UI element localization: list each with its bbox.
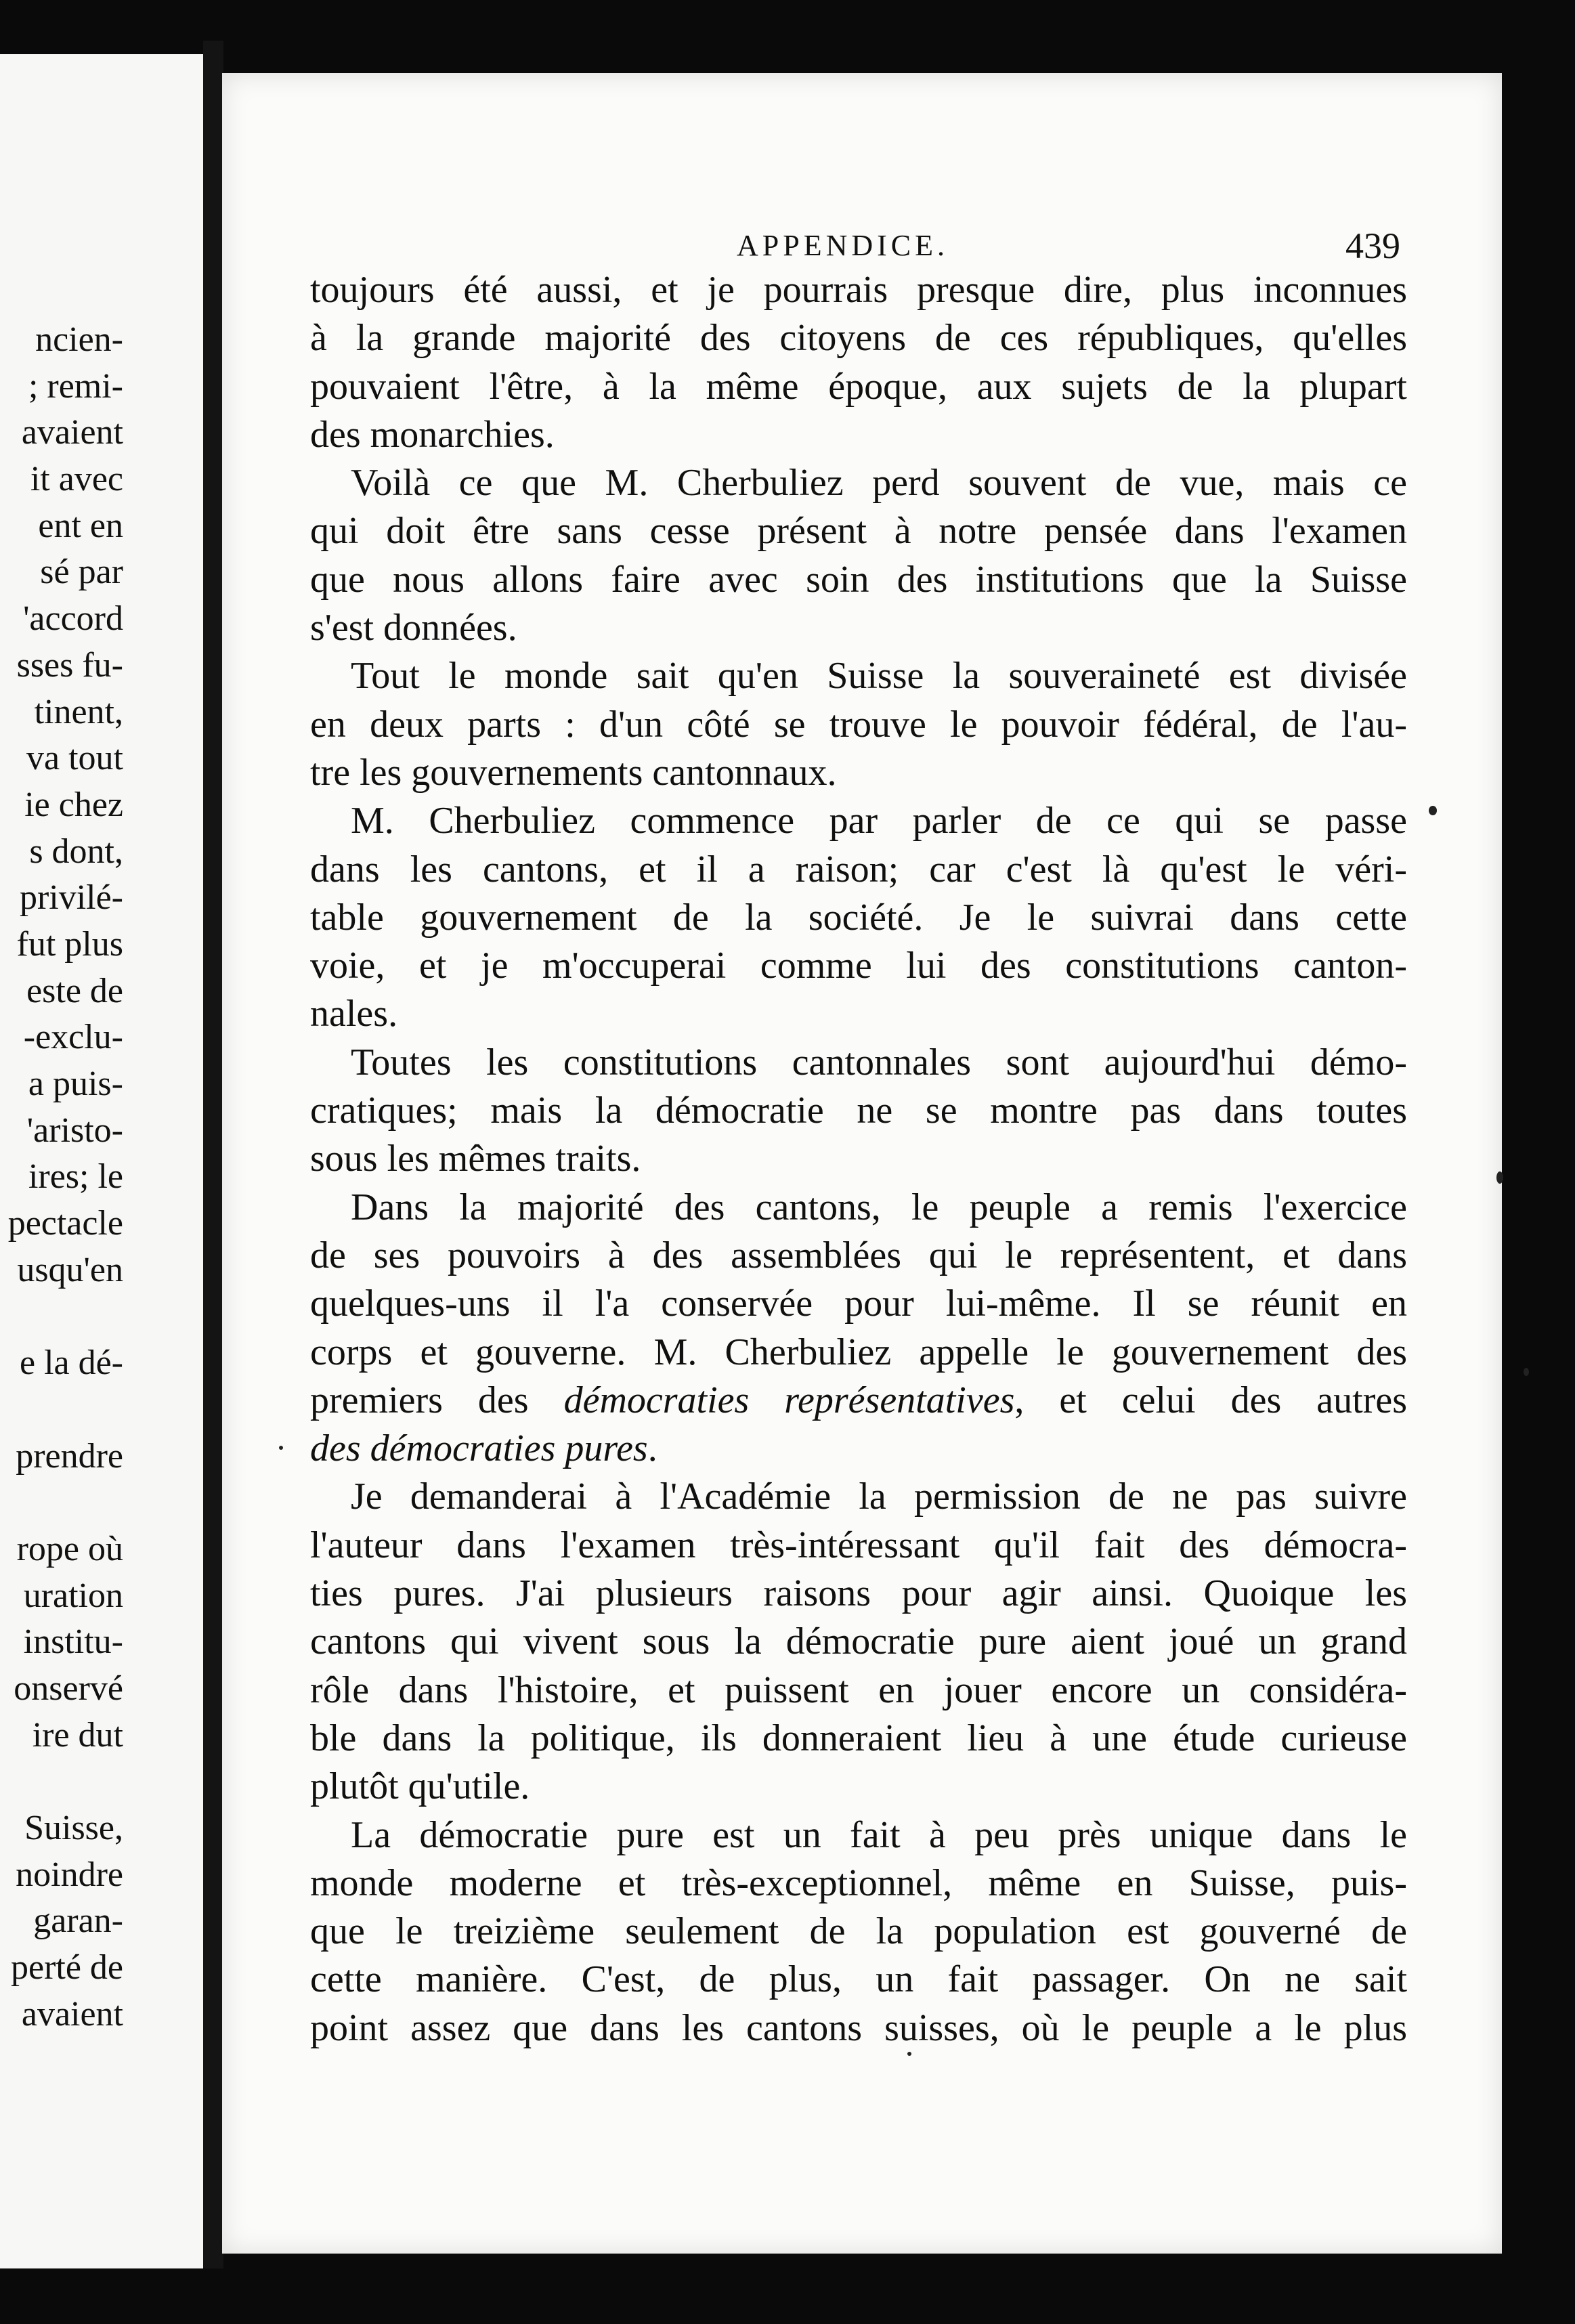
running-head: APPENDICE. (737, 229, 949, 262)
text-line: s'est données. (310, 607, 517, 649)
text-line: corps et gouverne. M. Cherbuliez appelle le gouvernement des (310, 1331, 1407, 1373)
text-line: ble dans la politique, ils donneraient lieu à une étude curieuse (310, 1717, 1407, 1759)
left-page-line: ; remi- (28, 366, 123, 406)
left-page-line: este de (26, 971, 123, 1010)
left-page-line: fut plus (16, 924, 123, 964)
text-line: plutôt qu'utile. (310, 1765, 530, 1808)
text-line: cette manière. C'est, de plus, un fait passager. On ne sait (310, 1958, 1407, 2001)
italic-term: démocraties représentatives (563, 1379, 1015, 1421)
left-page-line: pectacle (7, 1204, 123, 1243)
left-page-line: institu- (23, 1622, 123, 1662)
left-page-line: noindre (16, 1855, 123, 1894)
text-line: Voilà ce que M. Cherbuliez perd souvent de vue, mais ce (351, 462, 1407, 504)
left-page-line: prendre (16, 1436, 123, 1476)
text-line: à la grande majorité des citoyens de ces républiques, qu'elles (310, 317, 1407, 360)
left-page-line: s dont, (29, 832, 123, 871)
left-page-line (0, 1387, 123, 1434)
left-page-line: a puis- (28, 1064, 123, 1103)
left-page-line: privilé- (19, 878, 123, 918)
page-number: 439 (1345, 225, 1400, 266)
left-page-line: ie chez (24, 785, 123, 824)
left-page-line: 'aristo- (26, 1111, 123, 1150)
text-line: voie, et je m'occuperai comme lui des constitutions canton- (310, 945, 1407, 987)
text-line: point assez que dans les cantons suisses, où le peuple a le plus (310, 2006, 1407, 2049)
left-page-line: Suisse, (24, 1809, 123, 1847)
text-line: toujours été aussi, et je pourrais presque dire, plus inconnues (310, 269, 1407, 311)
left-page-line: avaient (21, 1994, 123, 2034)
text-line: Je demanderai à l'Académie la permission de ne pas suivre (351, 1476, 1407, 1518)
left-page-line: rope où (16, 1529, 123, 1568)
text-line: quelques-uns il l'a conservée pour lui-même. Il se réunit en (310, 1283, 1407, 1325)
text-line: que nous allons faire avec soin des institutions que la Suisse (310, 558, 1407, 601)
left-page-line: perté de (10, 1948, 123, 1987)
text-line: nales. (310, 993, 398, 1035)
left-page-line (0, 1480, 123, 1526)
left-page-line: onservé (14, 1669, 123, 1708)
left-facing-page (0, 54, 207, 2268)
left-page-line: usqu'en (17, 1250, 123, 1289)
text-line: pouvaient l'être, à la même époque, aux sujets de la plupart (310, 365, 1407, 408)
left-page-line: e la dé- (19, 1343, 123, 1383)
text-run: premiers des (310, 1379, 564, 1421)
left-page-line: garan- (33, 1901, 123, 1941)
text-line: rôle dans l'histoire, et puissent en jouer encore un considéra- (310, 1669, 1407, 1711)
text-line: l'auteur dans l'examen très-intéressant qu'il fait des démocra- (310, 1524, 1407, 1566)
book-gutter (203, 41, 223, 2268)
text-line: des monarchies. (310, 413, 555, 456)
left-page-line: sé par (40, 553, 123, 592)
left-page-line: avaient (21, 413, 123, 452)
speck (1524, 1368, 1529, 1376)
text-line: cantons qui vivent sous la démocratie pure aient joué un grand (310, 1620, 1407, 1663)
text-line: M. Cherbuliez commence par parler de ce qui se passe (351, 800, 1407, 842)
text-line: qui doit être sans cesse présent à notre pensée dans l'examen (310, 510, 1407, 553)
left-page-line (0, 1759, 123, 1805)
text-line: La démocratie pure est un fait à peu près unique dans le (351, 1813, 1407, 1856)
left-page-line: ire dut (32, 1715, 123, 1755)
speck (279, 1446, 283, 1450)
left-page-line: ires; le (28, 1157, 123, 1197)
text-line: table gouvernement de la société. Je le suivrai dans cette (310, 896, 1407, 939)
left-page-line: ncien- (35, 320, 123, 359)
text-line: Toutes les constitutions cantonnales sont aujourd'hui démo- (351, 1041, 1407, 1083)
text-line: en deux parts : d'un côté se trouve le pouvoir fédéral, de l'au- (310, 703, 1407, 746)
text-run: , et celui des autres (1014, 1379, 1407, 1421)
text-line: sous les mêmes traits. (310, 1138, 641, 1180)
left-page-line: tinent, (34, 692, 123, 731)
speck (1496, 1171, 1503, 1184)
text-run: . (647, 1427, 657, 1470)
text-line (310, 1425, 1407, 1473)
body-text (310, 266, 1407, 2052)
text-line: ties pures. J'ai plusieurs raisons pour agir ainsi. Quoique les (310, 1572, 1407, 1615)
text-line: tre les gouvernements cantonnaux. (310, 751, 837, 794)
text-line: dans les cantons, et il a raison; car c'est là qu'est le véri- (310, 848, 1407, 890)
text-line: monde moderne et très-exceptionnel, même en Suisse, puis- (310, 1862, 1407, 1904)
text-line: Dans la majorité des cantons, le peuple a remis l'exercice (351, 1186, 1407, 1228)
text-line: cratiques; mais la démocratie ne se montre pas dans toutes (310, 1090, 1407, 1132)
text-line: de ses pouvoirs à des assemblées qui le représentent, et dans (310, 1234, 1407, 1276)
speck (1429, 806, 1437, 815)
left-page-line: va tout (26, 739, 123, 778)
left-page-line: sses fu- (16, 645, 123, 685)
text-line: Tout le monde sait qu'en Suisse la souveraineté est divisée (351, 655, 1407, 697)
speck (907, 2052, 911, 2056)
left-page-line: it avec (30, 460, 123, 499)
text-line (310, 1377, 1407, 1425)
page-header (222, 219, 1502, 273)
left-page-line (0, 1293, 123, 1340)
italic-term: des démocraties pures (310, 1427, 648, 1470)
right-page (222, 73, 1502, 2254)
left-page-line: uration (23, 1576, 123, 1615)
left-page-line: 'accord (23, 599, 123, 639)
left-page-line: ent en (38, 506, 123, 545)
text-line: que le treizième seulement de la population est gouverné de (310, 1910, 1407, 1953)
left-page-line: -exclu- (23, 1018, 123, 1057)
left-page-text (0, 317, 123, 2038)
